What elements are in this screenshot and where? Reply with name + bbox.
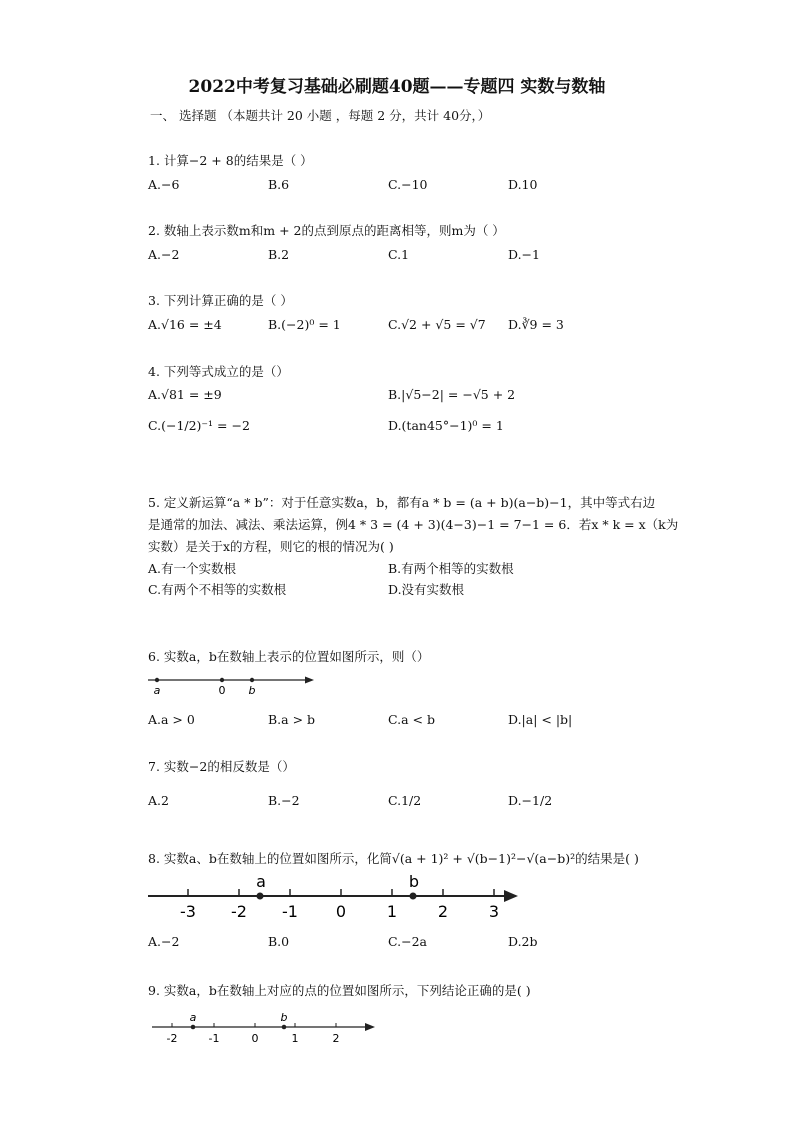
- tick-label: -2: [231, 902, 247, 921]
- question-8-option-d: D.2b: [508, 934, 538, 949]
- tick-label: -1: [208, 1032, 220, 1045]
- question-2-option-d: D.−1: [508, 247, 540, 262]
- tick-label: -3: [180, 902, 196, 921]
- label-a: a: [153, 684, 161, 697]
- question-2-option-c: C.1: [388, 247, 410, 262]
- tick-label: -1: [282, 902, 298, 921]
- question-3-option-c: C.√2 + √5 = √7: [388, 317, 486, 332]
- question-4-option-c: C.(−1/2)⁻¹ = −2: [148, 418, 250, 433]
- question-3-option-a: A.√16 = ±4: [148, 317, 222, 332]
- question-2-stem: 2. 数轴上表示数m和m + 2的点到原点的距离相等，则m为（ ）: [148, 223, 505, 238]
- question-8-option-a: A.−2: [148, 934, 180, 949]
- question-5-option-b: B.有两个相等的实数根: [388, 561, 514, 576]
- question-3-stem: 3. 下列计算正确的是（ ）: [148, 293, 293, 308]
- question-6-stem: 6. 实数a，b在数轴上表示的位置如图所示，则（）: [148, 649, 430, 664]
- number-line-arrow: [365, 1023, 375, 1031]
- question-6-option-d: D.|a| < |b|: [508, 712, 573, 727]
- point-a: [191, 1025, 196, 1030]
- label-b: b: [280, 1011, 288, 1024]
- question-7-option-c: C.1/2: [388, 793, 422, 808]
- question-1-option-b: B.6: [268, 177, 290, 192]
- question-2-option-b: B.2: [268, 247, 290, 262]
- page-title: 2022中考复习基础必刷题40题——专题四 实数与数轴: [188, 77, 606, 97]
- question-5-option-a: A.有一个实数根: [148, 561, 237, 576]
- question-5-option-c: C.有两个不相等的实数根: [148, 582, 287, 597]
- question-5-stem-line-3: 实数）是关于x的方程，则它的根的情况为( ): [148, 539, 394, 554]
- label-b: b: [248, 684, 256, 697]
- tick-label: 0: [251, 1032, 259, 1045]
- question-9-stem: 9. 实数a，b在数轴上对应的点的位置如图所示，下列结论正确的是( ): [148, 983, 531, 998]
- question-6-option-b: B.a > b: [268, 712, 316, 727]
- question-3-option-d: D.∛9 = 3: [508, 317, 564, 332]
- question-1-option-d: D.10: [508, 177, 538, 192]
- question-4-stem: 4. 下列等式成立的是（）: [148, 364, 289, 379]
- question-7-option-a: A.2: [148, 793, 169, 808]
- point-b: [282, 1025, 287, 1030]
- label-zero: 0: [218, 684, 226, 697]
- question-7-option-d: D.−1/2: [508, 793, 553, 808]
- tick-label: 0: [335, 902, 347, 921]
- question-3-option-b: B.(−2)⁰ = 1: [268, 317, 341, 332]
- question-4-option-d: D.(tan45°−1)⁰ = 1: [388, 418, 504, 433]
- question-1-option-a: A.−6: [148, 177, 180, 192]
- tick-label: 1: [386, 902, 398, 921]
- question-4-option-b: B.|√5−2| = −√5 + 2: [388, 387, 516, 402]
- question-6-option-a: A.a > 0: [148, 712, 195, 727]
- question-5-stem-line-1: 5. 定义新运算“a * b”：对于任意实数a，b，都有a * b = (a + b)(a−b)−1，其中等式右边: [148, 495, 656, 510]
- question-4-option-a: A.√81 = ±9: [148, 387, 222, 402]
- question-8-stem: 8. 实数a、b在数轴上的位置如图所示，化简√(a + 1)² + √(b−1)²−√(a−b)²的结果是( ): [148, 851, 639, 866]
- question-1-option-c: C.−10: [388, 177, 428, 192]
- question-8-option-b: B.0: [268, 934, 290, 949]
- label-b: b: [408, 872, 420, 891]
- tick-label: 1: [291, 1032, 299, 1045]
- tick-label: 2: [437, 902, 449, 921]
- question-5-option-d: D.没有实数根: [388, 582, 465, 597]
- tick-label: -2: [166, 1032, 178, 1045]
- tick-label: 3: [488, 902, 500, 921]
- question-8-option-c: C.−2a: [388, 934, 427, 949]
- question-5-stem-line-2: 是通常的加法、减法、乘法运算，例4 * 3 = (4 + 3)(4−3)−1 = 7−1 = 6．若x * k = x（k为: [148, 517, 679, 532]
- question-6-option-c: C.a < b: [388, 712, 435, 727]
- label-a: a: [256, 872, 266, 891]
- question-2-option-a: A.−2: [148, 247, 180, 262]
- question-1-stem: 1. 计算−2 + 8的结果是（ ）: [148, 153, 313, 168]
- question-7-option-b: B.−2: [268, 793, 300, 808]
- label-a: a: [189, 1011, 197, 1024]
- tick-label: 2: [332, 1032, 340, 1045]
- section-heading: 一、 选择题 （本题共计 20 小题 ，每题 2 分，共计 40分，）: [150, 108, 491, 123]
- question-7-stem: 7. 实数−2的相反数是（）: [148, 759, 295, 774]
